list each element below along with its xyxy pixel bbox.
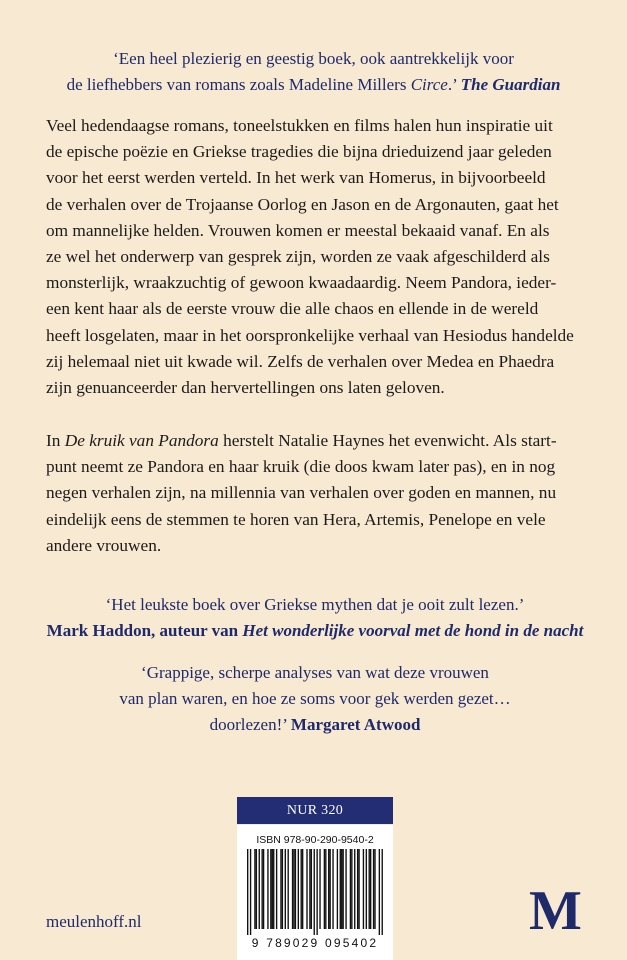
- barcode-bar: [270, 849, 271, 929]
- text-line: voor het eerst werden verteld. In het werk van Homerus, in bijvoorbeeld: [46, 168, 546, 188]
- author-book-title: Het wonderlijke voorval met de hond in de nacht: [242, 621, 584, 640]
- quote-author: Margaret Atwood: [290, 715, 421, 734]
- barcode-bar: [379, 849, 380, 935]
- quote-text: doorlezen!’: [209, 715, 291, 734]
- barcode-bar: [301, 849, 302, 929]
- barcode-digits: 9 789029 095402: [251, 936, 379, 950]
- barcode-bar: [273, 849, 274, 929]
- barcode-bar: [316, 849, 317, 935]
- text-line: zij helemaal niet uit kwade wil. Zelfs de verhalen over Medea en Phaedra: [46, 351, 555, 371]
- barcode-bar: [309, 849, 310, 929]
- text-line: de verhalen over de Trojaanse Oorlog en Jason en de Argonauten, gaat het: [46, 194, 559, 214]
- barcode-bar: [373, 849, 374, 929]
- nur-code-label: NUR 320: [237, 797, 393, 824]
- isbn-label: ISBN 978-90-290-9540-2: [256, 834, 374, 846]
- barcode-bar: [382, 849, 383, 935]
- barcode-bar: [263, 849, 264, 929]
- text-line: heeft losgelaten, maar in het oorspronkelijke verhaal van Hesiodus handelde: [46, 325, 574, 345]
- barcode-bar: [302, 849, 303, 929]
- barcode-bar: [366, 849, 367, 929]
- barcode-bar: [293, 849, 294, 929]
- quote-source: The Guardian: [460, 75, 561, 94]
- quote-line: [40, 72, 587, 98]
- quote-author: Mark Haddon, auteur van: [46, 621, 243, 640]
- barcode-bar: [374, 849, 375, 929]
- publisher-website-link[interactable]: meulenhoff.nl: [46, 912, 142, 931]
- quote-line: ‘Grappige, scherpe analyses van wat deze vrouwen: [141, 663, 489, 682]
- book-title: De kruik van Pandora: [64, 431, 219, 450]
- blurb-paragraph-2: [46, 428, 594, 559]
- barcode-bar: [319, 849, 320, 929]
- barcode-bar: [332, 849, 333, 929]
- barcode-bar: [370, 849, 371, 929]
- text-span: herstelt Natalie Haynes het evenwicht. Als start-: [218, 431, 557, 450]
- barcode-bar: [351, 849, 352, 929]
- blurb-paragraph-1: [46, 113, 594, 401]
- barcode-bar: [306, 849, 307, 929]
- review-quote-guardian: [40, 46, 587, 98]
- text-line: een kent haar als de eerste vrouw die alle chaos en ellende in de wereld: [46, 299, 539, 319]
- barcode-bar: [298, 849, 299, 929]
- barcode-bar: [254, 849, 255, 929]
- text-line: Veel hedendaagse romans, toneelstukken en films halen hun inspiratie uit: [46, 116, 553, 135]
- barcode-bar: [337, 849, 338, 929]
- quote-text: .’: [447, 75, 461, 94]
- isbn-barcode: [237, 825, 393, 960]
- barcode-bar: [325, 849, 326, 929]
- barcode-bar: [256, 849, 257, 929]
- barcode-bar: [314, 849, 315, 935]
- barcode-bar: [324, 849, 325, 929]
- text-line: negen verhalen zijn, na millennia van verhalen over goden en mannen, nu: [46, 483, 557, 503]
- barcode-bar: [267, 849, 268, 929]
- barcode-bar: [259, 849, 260, 929]
- review-quote-haddon: [30, 592, 600, 644]
- barcode-bar: [350, 849, 351, 929]
- text-line: de epische poëzie en Griekse tragedies die bijna drieduizend jaar geleden: [46, 142, 552, 162]
- barcode-bar: [282, 849, 283, 929]
- barcode-bar: [276, 849, 277, 929]
- barcode-bar: [369, 849, 370, 929]
- publisher-logo: M: [529, 880, 582, 942]
- barcode-bar: [342, 849, 343, 929]
- barcode-bar: [357, 849, 358, 929]
- barcode-icon: [247, 849, 383, 935]
- barcode-bar: [247, 849, 248, 935]
- text-line: zijn genuanceerder dan hervertellingen ons laten geloven.: [46, 378, 445, 398]
- barcode-bar: [354, 849, 355, 929]
- text-line: om mannelijke helden. Vrouwen komen er meestal bekaaid vanaf. En als: [46, 220, 550, 240]
- text-span: In: [46, 431, 65, 450]
- text-line: ze wel het onderwerp van gesprek zijn, worden ze vaak afgeschilderd als: [46, 247, 550, 267]
- barcode-bar: [261, 849, 262, 929]
- barcode-bar: [272, 849, 273, 929]
- book-title-circe: Circe: [410, 75, 448, 94]
- barcode-bar: [295, 849, 296, 929]
- barcode-bar: [311, 849, 312, 929]
- barcode-bar: [363, 849, 364, 929]
- barcode-bar: [280, 849, 281, 929]
- barcode-bar: [345, 849, 346, 929]
- barcode-bar: [328, 849, 329, 929]
- barcode-bar: [341, 849, 342, 929]
- barcode-bar: [340, 849, 341, 929]
- text-line: punt neemt ze Pandora en haar kruik (die doos kwam later pas), en in nog: [46, 457, 556, 477]
- barcode-bar: [250, 849, 251, 935]
- quote-line: ‘Een heel plezierig en geestig boek, ook aantrekkelijk voor: [113, 49, 514, 68]
- review-quote-atwood: [60, 660, 570, 738]
- barcode-bar: [329, 849, 330, 929]
- text-line: monsterlijk, wraakzuchtig of gewoon kwaadaardig. Neem Pandora, ieder-: [46, 273, 557, 293]
- text-line: [46, 428, 594, 454]
- quote-line: [60, 712, 570, 738]
- barcode-bar: [358, 849, 359, 929]
- barcode-bar: [292, 849, 293, 929]
- barcode-bar: [288, 849, 289, 929]
- quote-attribution: [30, 618, 600, 644]
- quote-line: van plan waren, en hoe ze soms voor gek werden gezet…: [119, 689, 511, 708]
- text-line: andere vrouwen.: [46, 535, 162, 555]
- quote-line: ‘Het leukste boek over Griekse mythen dat je ooit zult lezen.’: [105, 595, 525, 614]
- text-line: eindelijk eens de stemmen te horen van Hera, Artemis, Penelope en vele: [46, 509, 546, 529]
- barcode-bar: [285, 849, 286, 929]
- quote-text: de liefhebbers van romans zoals Madeline Millers: [66, 75, 411, 94]
